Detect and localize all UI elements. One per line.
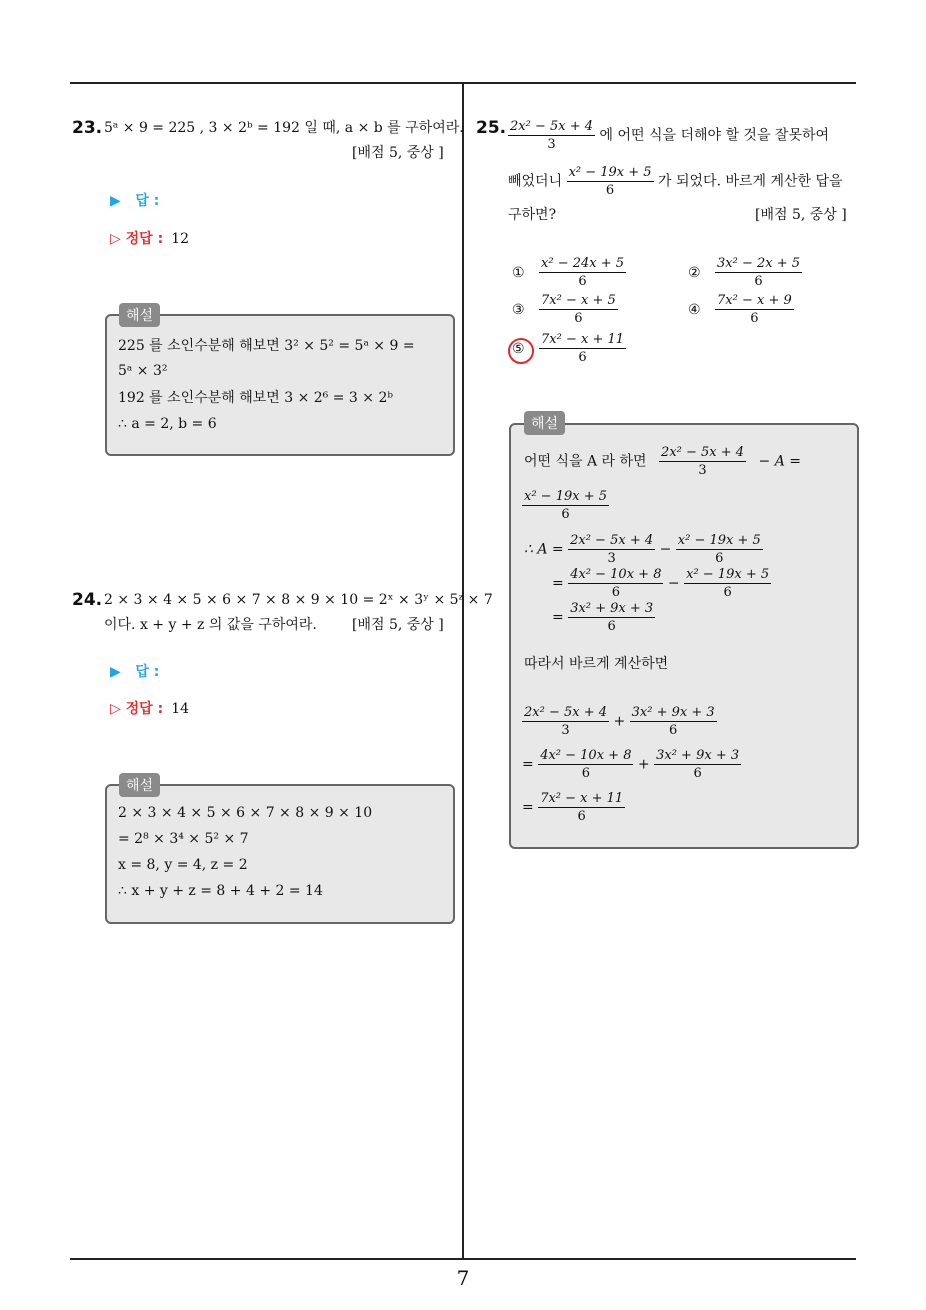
explanation-line: = $\frac{\text{4x² − 10x + 8}}{6}$ + $\frac{\text{3x² + 9x + 3}}{6}$ <box>522 748 740 781</box>
fraction: $\frac{\text{7x² − x + 9}}{6}$ <box>717 293 792 326</box>
question-text-line2: 이다. x + y + z 의 값을 구하여라. <box>104 617 317 633</box>
explanation-line: ∴ a = 2, b = 6 <box>118 416 217 432</box>
question-text: 2 × 3 × 4 × 5 × 6 × 7 × 8 × 9 × 10 = 2ˣ × 3ʸ × 5ᶻ × 7 <box>104 592 493 608</box>
explanation-line: 5ᵃ × 3² <box>118 363 168 379</box>
question-text: 가 되었다. 바르게 계산한 답을 <box>658 173 843 190</box>
correct-value: 14 <box>171 701 190 717</box>
points-label: [배점 5, 중상 ] <box>352 145 444 161</box>
explanation-box <box>509 423 859 849</box>
explanation-line: 2 × 3 × 4 × 5 × 6 × 7 × 8 × 9 × 10 <box>118 805 373 821</box>
question-text-line3: 구하면? <box>508 207 557 223</box>
fraction: $\frac{\text{7x² − x + 5}}{6}$ <box>541 293 616 326</box>
explanation-tag: 해설 <box>119 773 160 797</box>
explanation-line: = 2⁸ × 3⁴ × 5² × 7 <box>118 831 249 847</box>
question-text: 에 어떤 식을 더해야 할 것을 잘못하여 <box>599 127 830 144</box>
correct-label: 정답 : <box>125 231 164 247</box>
choice-marker: ② <box>688 264 701 281</box>
bottom-rule <box>70 1258 856 1260</box>
choice-1[interactable] <box>512 255 626 290</box>
choice-marker: ① <box>512 264 525 281</box>
fraction: $\frac{\text{x² − 24x + 5}}{6}$ <box>541 256 625 289</box>
play-triangle-icon: ▶ <box>110 664 121 680</box>
fraction: $\frac{\text{7x² − x + 11}}{6}$ <box>541 332 625 365</box>
outline-triangle-icon: ▷ <box>110 701 121 717</box>
question-number: 23. <box>72 118 103 138</box>
points-label: [배점 5, 중상 ] <box>755 207 847 223</box>
correct-answer <box>110 228 189 248</box>
answer-field[interactable] <box>110 661 159 681</box>
page-number: 7 <box>456 1266 470 1290</box>
explanation-line: 225 를 소인수분해 해보면 3² × 5² = 5ᵃ × 9 = <box>118 338 415 354</box>
explanation-line: 192 를 소인수분해 해보면 3 × 2⁶ = 3 × 2ᵇ <box>118 390 393 406</box>
fraction: $\frac{\text{2x² − 5x + 4}}{3}$ <box>510 119 594 152</box>
choice-marker: ③ <box>512 301 525 318</box>
explanation-line: = $\frac{\text{7x² − x + 11}}{6}$ <box>522 791 624 824</box>
explanation-line: $\frac{\text{2x² − 5x + 4}}{3}$ + $\frac{\text{3x² + 9x + 3}}{6}$ <box>524 705 715 738</box>
correct-choice-circle-icon <box>508 338 534 364</box>
column-divider <box>462 84 464 1258</box>
explanation-line: = $\frac{\text{3x² + 9x + 3}}{6}$ <box>552 601 654 634</box>
answer-label: 답 : <box>135 193 160 209</box>
explanation-tag: 해설 <box>119 303 160 327</box>
choice-2[interactable] <box>688 255 802 290</box>
outline-triangle-icon: ▷ <box>110 231 121 247</box>
fraction: $\frac{\text{3x² − 2x + 5}}{6}$ <box>717 256 801 289</box>
choice-4[interactable] <box>688 292 794 327</box>
fraction: $\frac{\text{x² − 19x + 5}}{6}$ <box>568 165 652 198</box>
correct-label: 정답 : <box>125 701 164 717</box>
choice-marker: ⑤ <box>512 340 525 357</box>
answer-label: 답 : <box>135 664 160 680</box>
explanation-line: ∴ x + y + z = 8 + 4 + 2 = 14 <box>118 883 323 899</box>
explanation-line: $\frac{\text{x² − 19x + 5}}{6}$ <box>524 489 608 522</box>
explanation-line: 어떤 식을 A 라 하면 $\frac{\text{2x² − 5x + 4}}{3}$ − A = <box>524 445 801 478</box>
choice-marker: ④ <box>688 301 701 318</box>
correct-answer <box>110 698 189 718</box>
explanation-line: = $\frac{\text{4x² − 10x + 8}}{6}$ − $\frac{\text{x² − 19x + 5}}{6}$ <box>552 567 770 600</box>
points-label: [배점 5, 중상 ] <box>352 617 444 633</box>
question-number: 24. <box>72 590 103 610</box>
question-line-1 <box>508 118 829 153</box>
answer-field[interactable] <box>110 190 159 210</box>
play-triangle-icon: ▶ <box>110 193 121 209</box>
explanation-line: x = 8, y = 4, z = 2 <box>118 857 248 873</box>
explanation-tag: 해설 <box>524 411 565 435</box>
explanation-line: 따라서 바르게 계산하면 <box>524 656 669 672</box>
question-number: 25. <box>476 118 507 138</box>
question-text: 빼었더니 <box>508 173 563 190</box>
question-text: 5ᵃ × 9 = 225 , 3 × 2ᵇ = 192 일 때, a × b 를 구하여라. <box>104 120 464 136</box>
question-line-2 <box>508 164 843 199</box>
explanation-line: ∴ A = $\frac{\text{2x² − 5x + 4}}{3}$ − $\frac{\text{x² − 19x + 5}}{6}$ <box>524 533 761 566</box>
choice-3[interactable] <box>512 292 618 327</box>
correct-value: 12 <box>171 231 190 247</box>
